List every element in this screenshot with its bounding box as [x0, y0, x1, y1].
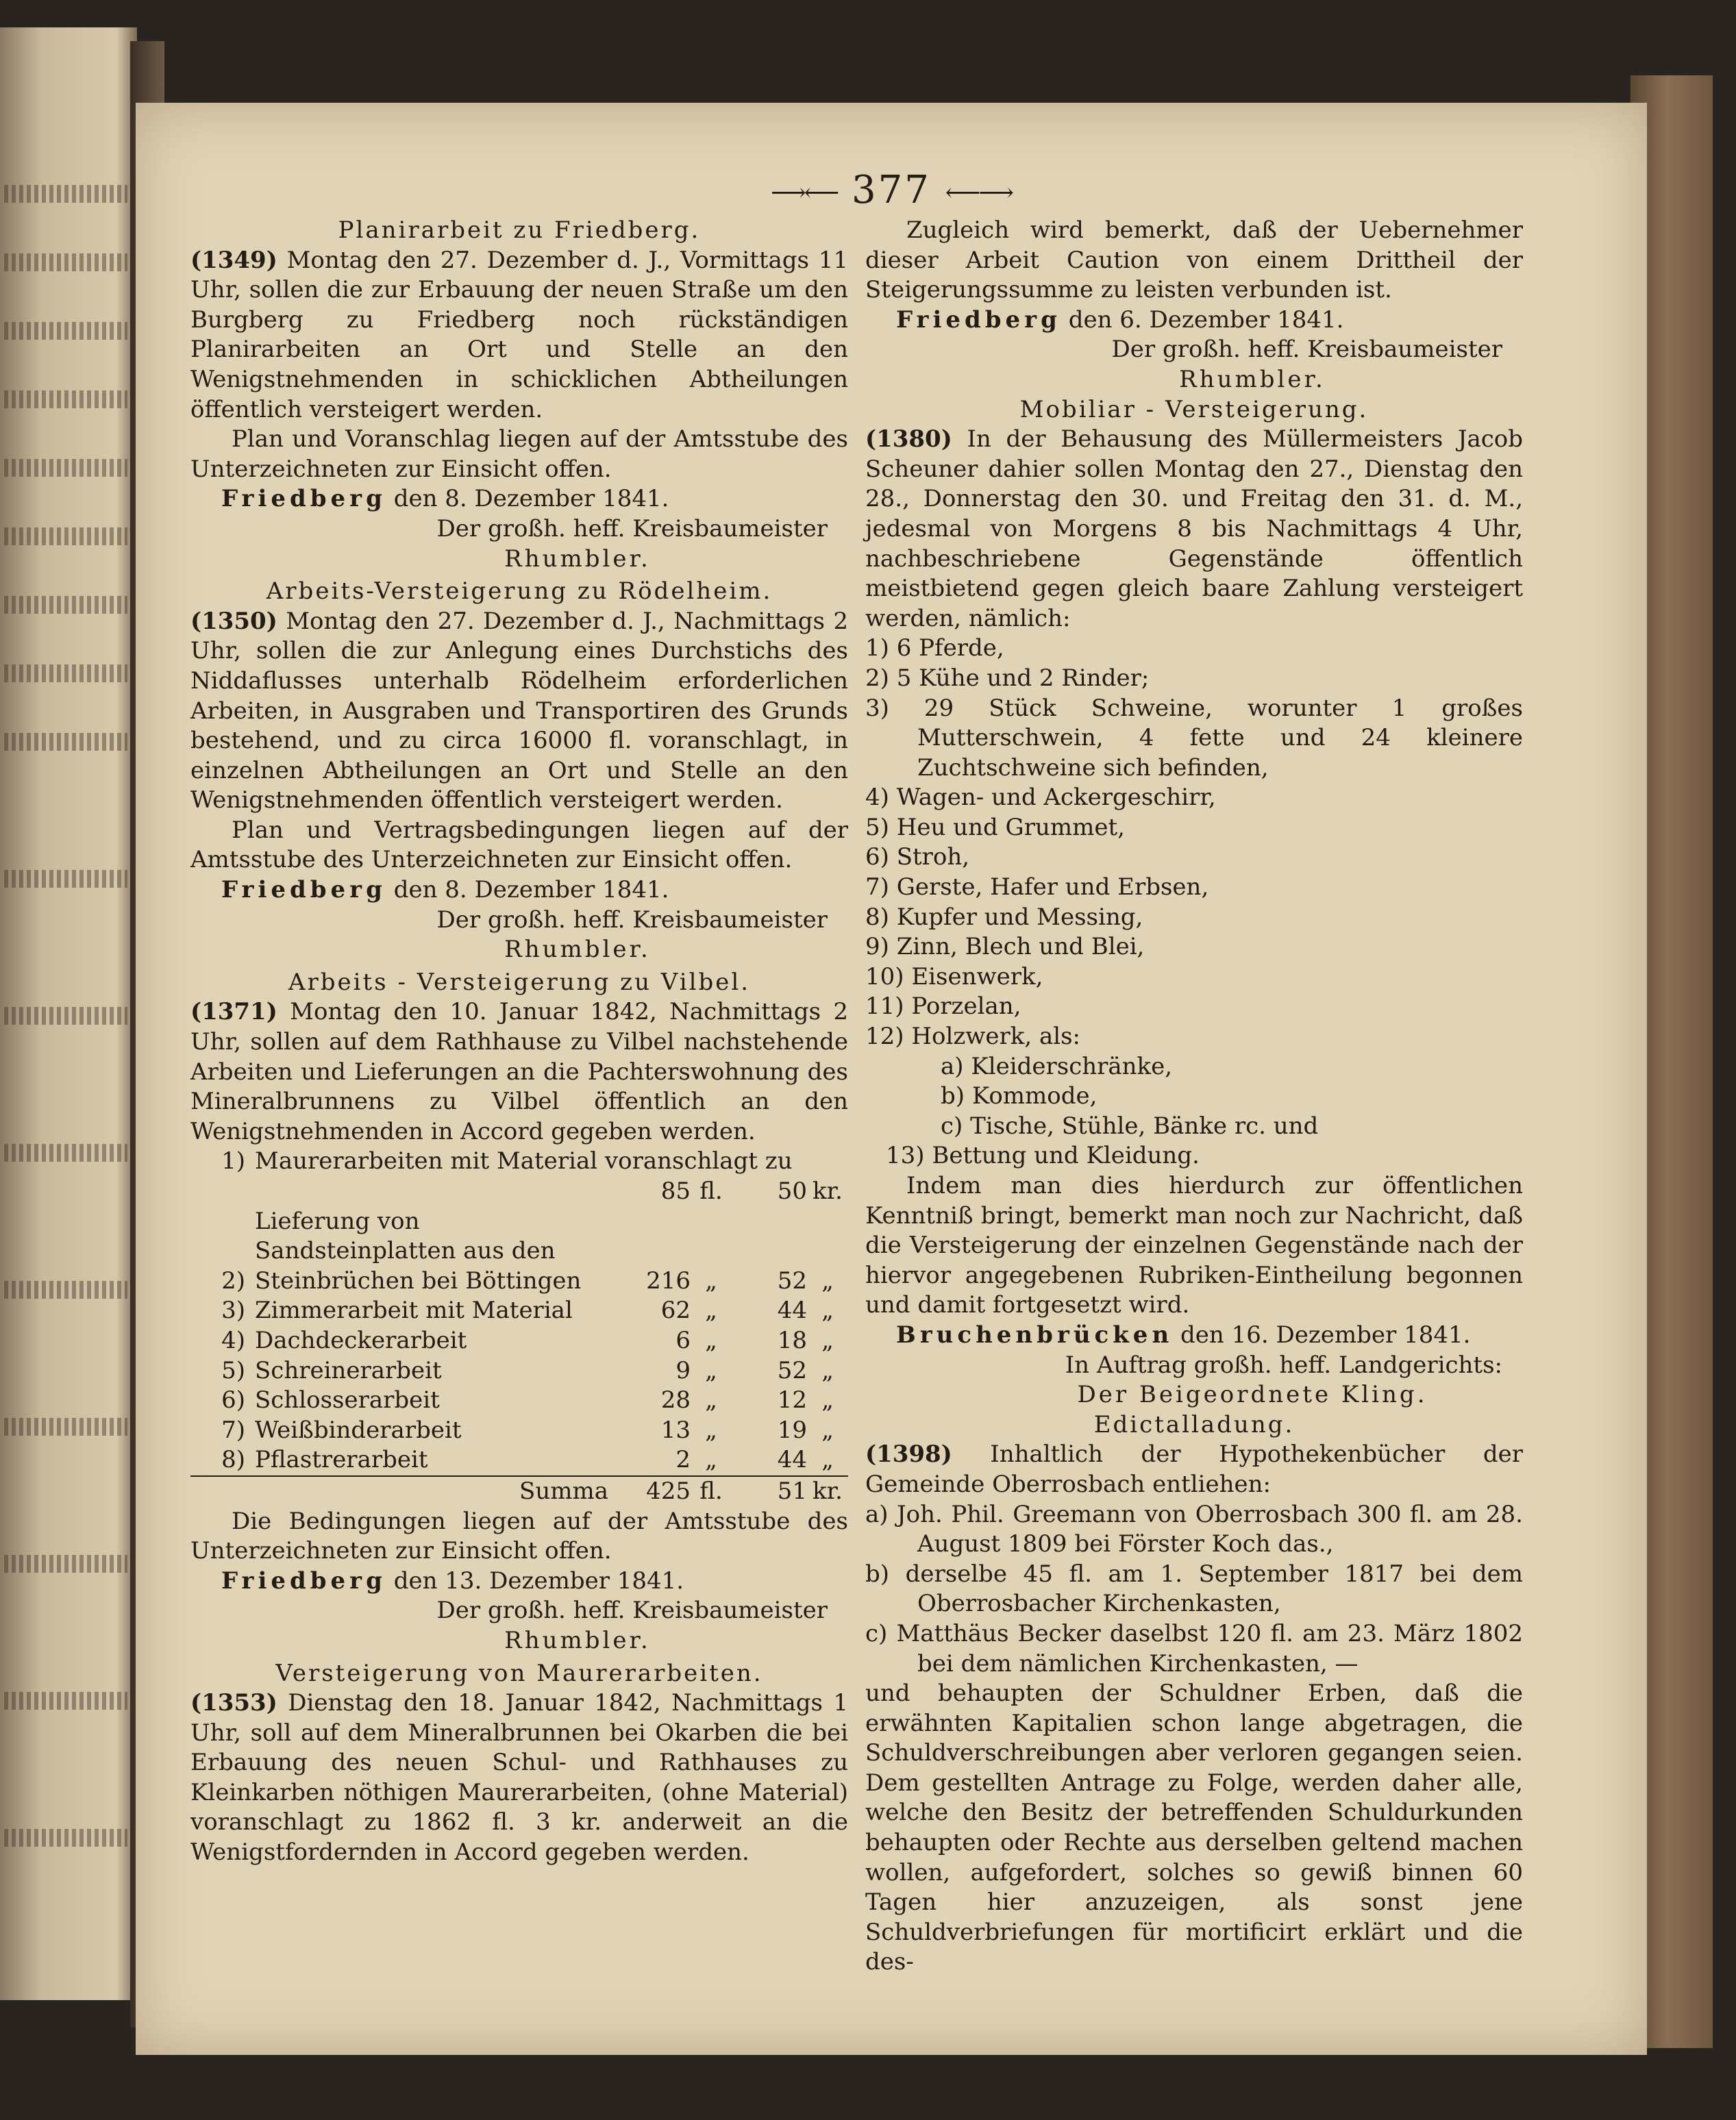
date: den 6. Dezember 1841. [1068, 305, 1344, 334]
item-label: Pflastrerarbeit [255, 1446, 428, 1474]
notice-body: und behaupten der Schuldner Erben, daß die erwähnten Kapitalien schon lange abgetragen, die Schuldverschreibungen aber verloren gegangen seien. Dem gestellten Antrage zu Folge, werden daher alle, welche den Besitz der betreffenden Schuldurkunden behaupten oder Rechte aus derselben geltend machen wollen, aufgefordert, solches so gewiß binnen 60 Tagen hier anzuzeigen, als sonst jene Schuldverbriefungen für mortificirt erklärt und die des- [865, 1680, 1523, 1976]
place-date [190, 875, 848, 906]
item-number: 1) [221, 1147, 245, 1175]
facing-text-line [4, 322, 127, 340]
place-date [190, 484, 848, 514]
ditto-mark: „ [705, 1267, 717, 1295]
amount-kr: 12 [777, 1386, 807, 1414]
item-label: Maurerarbeiten mit Material voranschlagt zu [255, 1147, 793, 1175]
list-item: 10) Eisenwerk, [865, 962, 1043, 990]
list-item: 3) 29 Stück Schweine, worunter 1 großes Mutterschwein, 4 fette und 24 kleinere Zuchtschweine sich befinden, [865, 694, 1523, 782]
notice-number: (1350) [190, 607, 277, 635]
book-page [136, 103, 1647, 2055]
list-item: 11) Porzelan, [865, 993, 1021, 1021]
section-heading: Arbeits - Versteigerung zu Vilbel. [288, 968, 751, 996]
sum-fl: 425 [622, 1476, 691, 1507]
section-heading: Arbeits-Versteigerung zu Rödelheim. [266, 577, 773, 606]
notice-text: Montag den 27. Dezember d. J., Vormittags 11 Uhr, sollen die zur Erbauung der neuen Straße um den Burgberg zu Friedberg noch rückständigen Planirarbeiten an Ort und Stelle an den Wenigstnehmenden in schicklichen Abtheilungen öffentlich versteigert werden. [190, 246, 849, 423]
place: Bruchenbrücken [896, 1321, 1174, 1349]
facing-text-line [4, 390, 127, 408]
facing-text-line [4, 459, 127, 477]
facing-text-line [4, 1418, 127, 1436]
date: den 8. Dezember 1841. [393, 876, 669, 904]
notice-text: Inhaltlich der Hypothekenbücher der Gemeinde Oberrosbach entliehen: [865, 1441, 1523, 1498]
list-item: 9) Zinn, Blech und Blei, [865, 933, 1145, 961]
facing-text-line [4, 1144, 127, 1162]
notice-note: Plan und Voranschlag liegen auf der Amtsstube des Unterzeichneten zur Einsicht offen. [190, 425, 848, 483]
notice-note: Indem man dies hierdurch zur öffentlichen Kenntniß bringt, bemerkt man noch zur Nachricht, daß die Versteigerung der einzelnen Gegenstände nach der hiervor angegebenen Rubriken-Eintheilung begonnen und damit fortgesetzt wird. [865, 1172, 1523, 1319]
ditto-mark: „ [821, 1267, 834, 1295]
place-date [865, 1321, 1523, 1351]
item-number: 6) [221, 1386, 245, 1414]
ditto-mark: „ [821, 1356, 834, 1384]
sum-label: Summa [255, 1476, 622, 1507]
item-label: Schreinerarbeit [255, 1356, 442, 1384]
ditto-mark: „ [821, 1416, 834, 1444]
table-row [190, 1147, 848, 1177]
date: den 16. Dezember 1841. [1180, 1321, 1471, 1349]
amount-fl: 85 [660, 1177, 691, 1205]
right-column [865, 216, 1523, 1978]
list-item: 4) Wagen- und Ackergeschirr, [865, 784, 1216, 812]
notice-number: (1353) [190, 1689, 277, 1717]
amount-fl: 216 [646, 1267, 691, 1295]
ditto-mark: „ [821, 1326, 834, 1354]
item-label: Dachdeckerarbeit [255, 1326, 467, 1354]
facing-text-line [4, 733, 127, 751]
list-item: 2) 5 Kühe und 2 Rinder; [865, 664, 1150, 692]
section-heading: Planirarbeit zu Friedberg. [338, 216, 701, 244]
notice-text: Dienstag den 18. Januar 1842, Nachmittags 1 Uhr, soll auf dem Mineralbrunnen bei Okarben die bei Erbauung des neuen Schul- und Rathhauses zu Kleinkarben nöthigen Maurerarbeiten, (ohne Material) voranschlagt zu 1862 fl. 3 kr. anderweit an die Wenigstfordernden in Accord gegeben werden. [190, 1689, 848, 1867]
item-number: 7) [221, 1416, 245, 1444]
ditto-mark: „ [821, 1386, 834, 1414]
unit-kr: kr. [807, 1476, 848, 1507]
amount-kr: 52 [777, 1267, 807, 1295]
facing-text-line [4, 1281, 127, 1299]
notice-text: In der Behausung des Müllermeisters Jacob Scheuner dahier sollen Montag den 27., Dienstag den 28., Donnerstag den 30. und Freitag den 31. d. M., jedesmal von Morgens 8 bis Nachmittags 4 Uhr, nachbeschriebene Gegenstände öffentlich meistbietend gegen gleich baare Zahlung versteigert werden, nämlich: [865, 425, 1523, 632]
notice-body [190, 607, 848, 816]
unit-kr: kr. [813, 1177, 843, 1205]
item-number: 4) [221, 1326, 245, 1354]
sub-list-item: a) Kleiderschränke, [941, 1052, 1173, 1080]
facing-text-line [4, 596, 127, 614]
signature-title: Der großh. heff. Kreisbaumeister [436, 514, 828, 543]
notice-text: Montag den 10. Januar 1842, Nachmittags 2 Uhr, sollen auf dem Rathhause zu Vilbel nachstehende Arbeiten und Lieferungen an die Pachterswohnung des Mineralbrunnens zu Vilbel öffentlich an den Wenigstnehmenden in Accord gegeben werden. [190, 998, 848, 1145]
table-row-total [190, 1476, 848, 1507]
amount-fl: 6 [675, 1326, 691, 1354]
table-row [190, 1177, 848, 1207]
ditto-mark: „ [821, 1446, 834, 1474]
table-row [190, 1356, 848, 1386]
table-row [190, 1326, 848, 1356]
item-number: 5) [221, 1356, 245, 1384]
item-list [865, 1500, 1523, 1680]
notice-number: (1380) [865, 425, 952, 453]
facing-text-line [4, 1007, 127, 1025]
sub-list-item: c) Tische, Stühle, Bänke rc. und [941, 1112, 1319, 1140]
notice-body: Zugleich wird bemerkt, daß der Uebernehmer dieser Arbeit Caution von einem Drittheil der Steigerungssumme zu leisten verbunden ist. [865, 216, 1523, 304]
item-list [865, 634, 1523, 1051]
place: Friedberg [221, 876, 386, 904]
amount-fl: 28 [660, 1386, 691, 1414]
notice-body [190, 997, 848, 1147]
section-heading: Edictalladung. [1093, 1410, 1295, 1438]
ornament-right-icon: ⟵⟶ [945, 179, 1012, 207]
sum-kr: 51 [732, 1476, 807, 1507]
notice-body [865, 425, 1523, 634]
page-header [136, 168, 1647, 212]
facing-text-line [4, 1555, 127, 1573]
ornament-left-icon: ⟶⟵ [771, 179, 838, 207]
facing-text-line [4, 664, 127, 682]
cost-table [190, 1147, 848, 1506]
date: den 13. Dezember 1841. [393, 1567, 684, 1595]
unit-fl: fl. [699, 1177, 723, 1205]
facing-text-line [4, 870, 127, 888]
facing-text-line [4, 253, 127, 271]
section-heading: Mobiliar - Versteigerung. [1019, 395, 1369, 423]
amount-kr: 18 [777, 1326, 807, 1354]
section-heading: Versteigerung von Maurerarbeiten. [275, 1659, 763, 1687]
list-item: 8) Kupfer und Messing, [865, 903, 1143, 931]
facing-text-line [4, 185, 127, 203]
amount-fl: 9 [675, 1356, 691, 1384]
facing-text-line [4, 1829, 127, 1847]
facing-text-line [4, 527, 127, 545]
list-item: a) Joh. Phil. Greemann von Oberrosbach 300 fl. am 28. August 1809 bei Förster Koch das., [865, 1500, 1523, 1558]
signature-name: Rhumbler. [504, 545, 651, 573]
ditto-mark: „ [705, 1297, 717, 1325]
item-number: 2) [221, 1267, 245, 1295]
page-number: 377 [852, 168, 931, 212]
item-label: Weißbinderarbeit [255, 1416, 462, 1444]
signature-name: Rhumbler. [1179, 365, 1326, 393]
place: Friedberg [896, 305, 1061, 334]
notice-note: Plan und Vertragsbedingungen liegen auf der Amtsstube des Unterzeichneten zur Einsicht offen. [190, 816, 848, 874]
place: Friedberg [221, 485, 386, 513]
date: den 8. Dezember 1841. [393, 485, 669, 513]
amount-kr: 44 [777, 1297, 807, 1325]
list-item: c) Matthäus Becker daselbst 120 fl. am 23. März 1802 bei dem nämlichen Kirchenkasten, — [865, 1619, 1523, 1678]
amount-kr: 19 [777, 1416, 807, 1444]
ditto-mark: „ [705, 1356, 717, 1384]
signature-name: Rhumbler. [504, 1626, 651, 1654]
facing-page-edge [0, 27, 137, 2000]
ditto-mark: „ [705, 1446, 717, 1474]
notice-body [865, 1440, 1523, 1499]
list-item: 13) Bettung und Kleidung. [886, 1142, 1200, 1170]
ditto-mark: „ [705, 1326, 717, 1354]
list-item: 7) Gerste, Hafer und Erbsen, [865, 873, 1209, 901]
unit-fl: fl. [691, 1476, 732, 1507]
sub-list-item: b) Kommode, [941, 1082, 1098, 1110]
list-item: 12) Holzwerk, als: [865, 1023, 1080, 1051]
list-item: 5) Heu und Grummet, [865, 813, 1125, 841]
item-label: Zimmerarbeit mit Material [255, 1297, 573, 1325]
signature-title: Der großh. heff. Kreisbaumeister [436, 1597, 828, 1625]
notice-number: (1349) [190, 246, 277, 274]
notice-text: Montag den 27. Dezember d. J., Nachmittags 2 Uhr, sollen die zur Anlegung eines Durchstichs des Niddaflusses unterhalb Rödelheim erforderlichen Arbeiten, in Ausgraben und Transportiren des Grunds bestehend, und zu circa 16000 fl. voranschlagt, in einzelnen Abtheilungen an Ort und Stelle an den Wenigstnehmenden öffentlich versteigert werden. [190, 607, 848, 814]
list-item: b) derselbe 45 fl. am 1. September 1817 bei dem Oberrosbacher Kirchenkasten, [865, 1560, 1523, 1618]
notice-note: Die Bedingungen liegen auf der Amtsstube des Unterzeichneten zur Einsicht offen. [190, 1507, 848, 1565]
table-row [190, 1386, 848, 1416]
amount-kr: 44 [777, 1446, 807, 1474]
table-row [190, 1296, 848, 1326]
notice-body [190, 246, 848, 425]
list-item: 1) 6 Pferde, [865, 634, 1004, 662]
place: Friedberg [221, 1567, 386, 1595]
notice-body [190, 1688, 848, 1868]
place-date [190, 1567, 848, 1597]
ditto-mark: „ [705, 1386, 717, 1414]
signature-title: Der großh. heff. Kreisbaumeister [436, 906, 828, 934]
amount-fl: 62 [660, 1297, 691, 1325]
sub-item-list [865, 1052, 1523, 1142]
list-item: 6) Stroh, [865, 843, 970, 871]
amount-kr: 50 [777, 1177, 807, 1205]
item-label: Lieferung von Sandsteinplatten aus den Steinbrüchen bei Böttingen [255, 1207, 582, 1295]
left-column [190, 216, 848, 1868]
table-row [190, 1207, 848, 1297]
signature-title: In Auftrag großh. heff. Landgerichts: [1065, 1351, 1502, 1379]
item-number: 8) [221, 1446, 245, 1474]
signature-name: Rhumbler. [504, 936, 651, 964]
item-number: 3) [221, 1297, 245, 1325]
signature-title: Der großh. heff. Kreisbaumeister [1111, 336, 1502, 364]
table-row [190, 1445, 848, 1476]
signature-name: Der Beigeordnete Kling. [1077, 1381, 1428, 1409]
notice-number: (1398) [865, 1441, 952, 1469]
ditto-mark: „ [821, 1297, 834, 1325]
table-row [190, 1416, 848, 1446]
ditto-mark: „ [705, 1416, 717, 1444]
amount-fl: 13 [660, 1416, 691, 1444]
amount-fl: 2 [675, 1446, 691, 1474]
notice-number: (1371) [190, 998, 277, 1026]
facing-text-line [4, 1692, 127, 1710]
amount-kr: 52 [777, 1356, 807, 1384]
item-label: Schlosserarbeit [255, 1386, 440, 1414]
place-date [865, 305, 1523, 336]
